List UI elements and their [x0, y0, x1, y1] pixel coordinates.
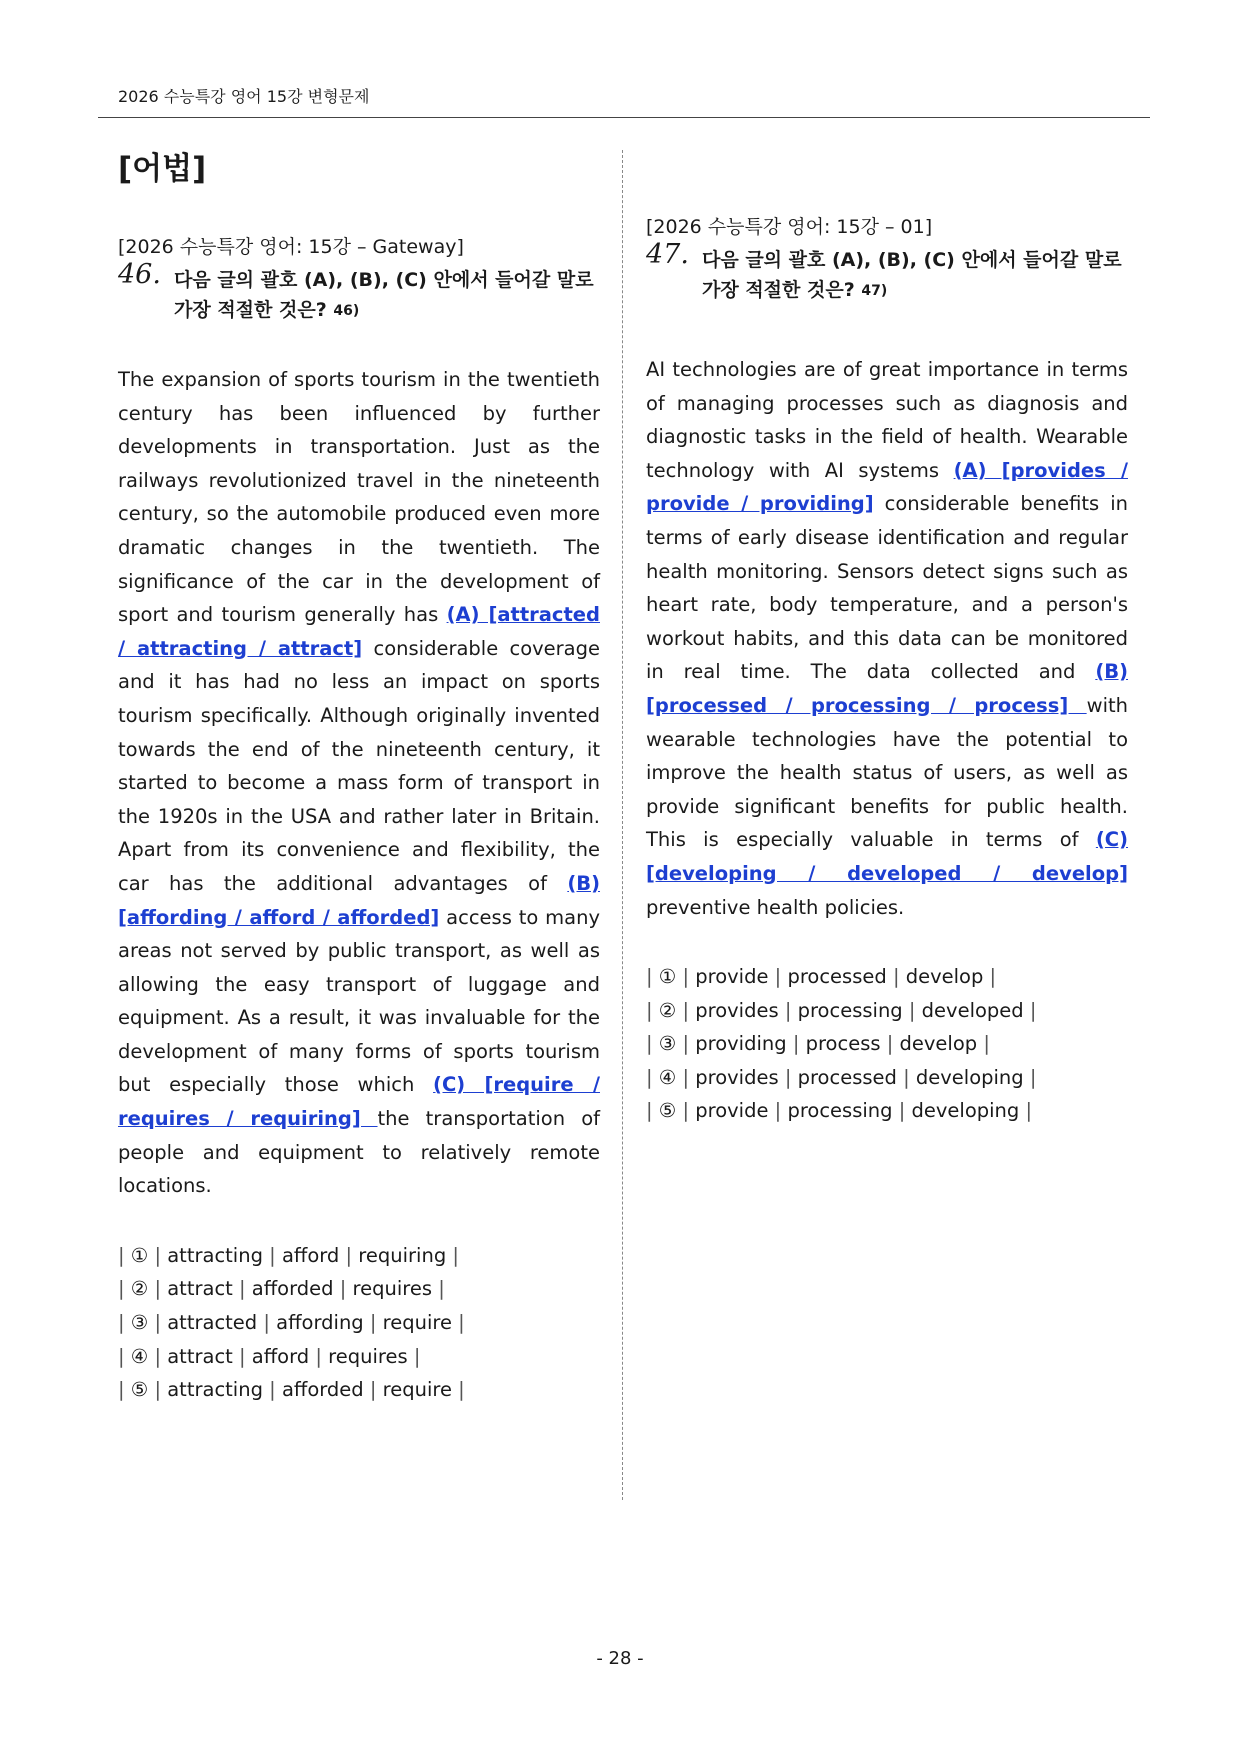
choice-b: processing	[797, 998, 903, 1022]
question-stem	[174, 265, 600, 327]
passage-text: with wearable technologies have the potential to improve the health status of users, as well as provide significant benefits for public health. This is especially valuable in terms of	[646, 693, 1128, 852]
choice-b: afforded	[281, 1378, 364, 1402]
passage-text: The expansion of sports tourism in the twentieth century has been influenced by further developments in transportation. Just as the railways revolutionized travel in the nineteenth century, so the automobile produced even more dramatic changes in the twentieth. The significance of the car in the development of sport and tourism generally has	[118, 368, 600, 627]
answer-choices	[118, 1239, 600, 1407]
footnote-ref: 46)	[333, 303, 360, 319]
choice-a: attracted	[167, 1311, 258, 1335]
choice-4[interactable]: | ④ | attract | afford | requires |	[118, 1344, 421, 1368]
choice-1[interactable]: | ① | attracting | afford | requiring |	[118, 1243, 459, 1267]
question-stem-text: 다음 글의 괄호 (A), (B), (C) 안에서 들어갈 말로 가장 적절한 것은?	[174, 269, 594, 321]
choice-c: developed	[921, 998, 1024, 1022]
blank-a: (A) [provides / provide / providing]	[646, 458, 1128, 516]
blank-b: (B) [affording / afford / afforded]	[118, 871, 600, 929]
blank-c: (C) [require / requires / requiring]	[118, 1073, 600, 1131]
choice-b: processed	[787, 965, 887, 989]
choice-c: require	[382, 1311, 452, 1335]
choice-mark: ②	[658, 998, 677, 1022]
choice-c: develop	[899, 1032, 978, 1056]
question-stem-text: 다음 글의 괄호 (A), (B), (C) 안에서 들어갈 말로 가장 적절한 것은?	[702, 249, 1122, 301]
page-number: - 28 -	[596, 1648, 644, 1669]
choice-2[interactable]: | ② | attract | afforded | requires |	[118, 1277, 445, 1301]
answer-choices	[646, 960, 1128, 1128]
choice-mark: ⑤	[658, 1099, 677, 1123]
choice-c: requiring	[358, 1243, 447, 1267]
choice-a: provides	[695, 998, 779, 1022]
choice-mark: ④	[130, 1344, 149, 1368]
choice-c: requires	[352, 1277, 432, 1301]
choice-3[interactable]: | ③ | providing | process | develop |	[646, 1032, 990, 1056]
question-stem	[702, 245, 1128, 307]
choice-c: require	[382, 1378, 452, 1402]
choice-5[interactable]: | ⑤ | attracting | afforded | require |	[118, 1378, 465, 1402]
passage-text: access to many areas not served by public transport, as well as allowing the easy transport of luggage and equipment. As a result, it was invaluable for the development of many forms of sports tourism but especially those which	[118, 905, 600, 1097]
header-rule	[98, 117, 1150, 118]
choice-b: affording	[276, 1311, 364, 1335]
choice-4[interactable]: | ④ | provides | processed | developing |	[646, 1065, 1037, 1089]
choice-mark: ①	[130, 1243, 149, 1267]
passage	[118, 363, 600, 1203]
passage-text: preventive health policies.	[646, 895, 905, 919]
choice-mark: ①	[658, 965, 677, 989]
section-title: [어법]	[118, 151, 207, 187]
choice-a: provide	[695, 965, 769, 989]
choice-b: processed	[797, 1065, 897, 1089]
blank-c: (C) [developing / developed / develop]	[646, 828, 1128, 885]
question-47	[646, 212, 1128, 1128]
choice-2[interactable]: | ② | provides | processing | developed |	[646, 998, 1037, 1022]
choice-a: provides	[695, 1065, 779, 1089]
blank-b: (B) [processed / processing / process]	[646, 660, 1128, 717]
choice-c: requires	[328, 1344, 408, 1368]
choice-mark: ②	[130, 1277, 149, 1301]
choice-c: develop	[905, 965, 984, 989]
footnote-ref: 47)	[861, 283, 888, 299]
choice-a: attract	[167, 1344, 233, 1368]
choice-b: afford	[251, 1344, 310, 1368]
choice-c: developing	[911, 1099, 1020, 1123]
passage-text: considerable benefits in terms of early disease identification and regular health monitoring. Sensors detect signs such as heart rate, body temperature, and a person's workout habits, and this data can be monitored in real time. The data collected and	[646, 492, 1128, 684]
passage-text: the transportation of people and equipment to relatively remote locations.	[118, 1107, 600, 1198]
page-header: 2026 수능특강 영어 15강 변형문제	[118, 87, 370, 106]
choice-a: attract	[167, 1277, 233, 1301]
choice-mark: ③	[130, 1311, 149, 1335]
choice-a: providing	[695, 1032, 787, 1056]
passage-text: AI technologies are of great importance in terms of managing processes such as diagnosis and diagnostic tasks in the field of health. Wearable technology with AI systems	[646, 358, 1128, 482]
choice-a: attracting	[167, 1378, 263, 1402]
choice-b: processing	[787, 1099, 893, 1123]
choice-b: afforded	[251, 1277, 334, 1301]
choice-mark: ⑤	[130, 1378, 149, 1402]
question-heading	[646, 239, 1128, 307]
question-source: [2026 수능특강 영어: 15강 – 01]	[646, 216, 933, 238]
question-number: 46.	[118, 259, 161, 290]
question-heading	[118, 259, 600, 327]
choice-c: developing	[915, 1065, 1024, 1089]
blank-a: (A) [attracted / attracting / attract]	[118, 603, 600, 660]
question-46	[118, 232, 600, 1407]
passage	[646, 353, 1128, 924]
choice-5[interactable]: | ⑤ | provide | processing | developing |	[646, 1099, 1033, 1123]
choice-mark: ④	[658, 1065, 677, 1089]
question-number: 47.	[646, 239, 689, 270]
choice-b: process	[805, 1032, 881, 1056]
choice-3[interactable]: | ③ | attracted | affording | require |	[118, 1311, 465, 1335]
column-divider	[622, 150, 623, 1500]
choice-a: attracting	[167, 1243, 263, 1267]
choice-b: afford	[281, 1243, 340, 1267]
question-source: [2026 수능특강 영어: 15강 – Gateway]	[118, 236, 464, 258]
passage-text: considerable coverage and it has had no less an impact on sports tourism specifically. Although originally invented towards the end of the nineteenth century, it started to become a mass form of transport in the 1920s in the USA and rather later in Britain. Apart from its convenience and flexibility, the car has the additional advantages of	[118, 636, 601, 895]
choice-a: provide	[695, 1099, 769, 1123]
choice-1[interactable]: | ① | provide | processed | develop |	[646, 965, 997, 989]
choice-mark: ③	[658, 1032, 677, 1056]
